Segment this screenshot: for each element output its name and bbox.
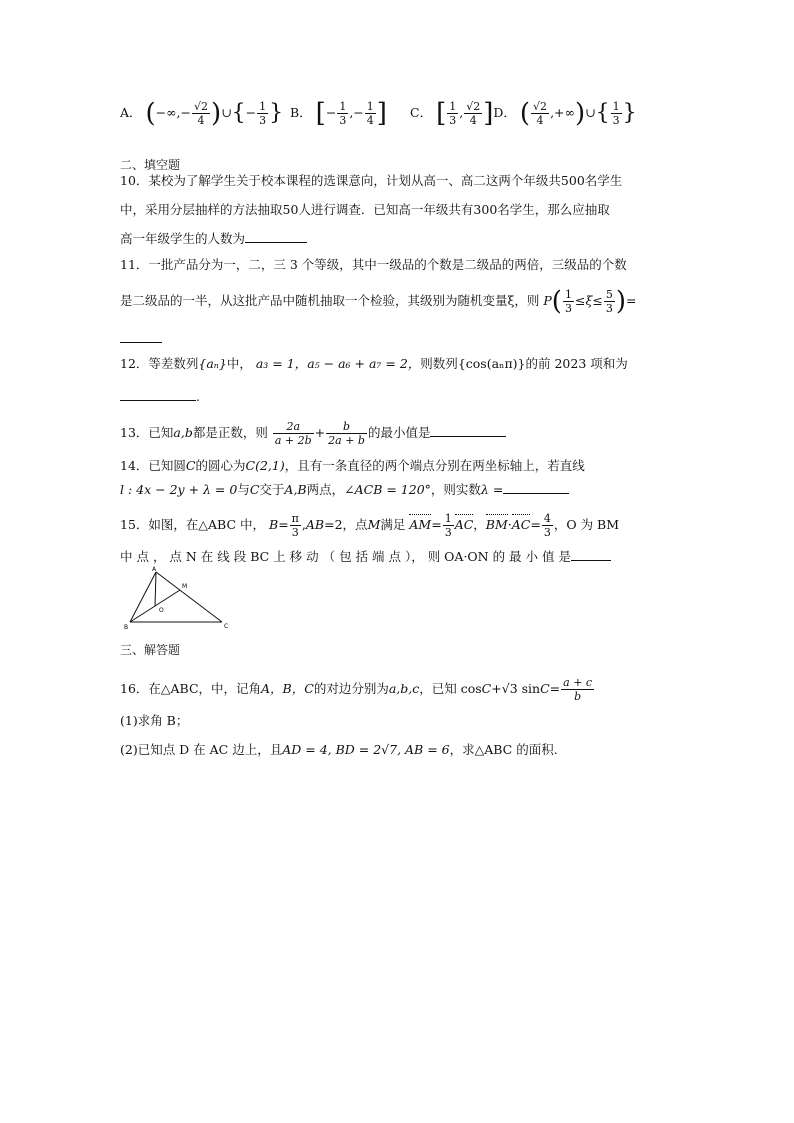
label-m: M <box>182 583 188 590</box>
q11-line1: 11．一批产品分为一，二，三 3 个等级，其中一级品的个数是二级品的两倍，三级品的个数 <box>120 257 627 272</box>
option-b: B． [− $\frac{1}{3}$ ,− $\frac{1}{4}$ ] <box>290 98 387 129</box>
q12-line1: 12．等差数列{aₙ}中， a₃ = 1，a₅ − a₆ + a₇ = 2，则数列{cos(aₙπ)}的前 2023 项和为 <box>120 356 628 371</box>
answer-blank[interactable] <box>120 388 196 401</box>
answer-blank[interactable] <box>571 548 611 561</box>
q12-blank-line: . <box>120 388 200 405</box>
fraction: $\frac{√2}{4}$ <box>194 100 209 127</box>
q13-line: 13．已知a,b都是正数，则 $\frac{2a}{a + 2b}$ + $\frac{b}{2a + b}$ 的最小值是 <box>120 420 506 447</box>
q10-line3: 高一年级学生的人数为 <box>120 230 307 247</box>
q10-line1: 10．某校为了解学生关于校本课程的选课意向，计划从高一、高二这两个年级共500名学生 <box>120 173 623 188</box>
option-d-label: D． <box>493 105 516 120</box>
q14-line1: 14．已知圆C的圆心为C(2,1)，且有一条直径的两个端点分别在两坐标轴上，若直线 <box>120 458 585 473</box>
q16-sub1: (1)求角 B； <box>120 713 189 728</box>
label-c: C <box>224 623 229 630</box>
label-a: A <box>152 566 157 573</box>
q16-sub2: (2)已知点 D 在 AC 边上，且AD = 4, BD = 2√7, AB = 6，求△ABC 的面积. <box>120 742 558 757</box>
option-c: C． [ $\frac{1}{3}$ , $\frac{√2}{4}$ ]D． ( $\frac{√2}{4}$ ,+∞)∪{ $\frac{1}{3}$ } <box>410 98 637 129</box>
answer-blank[interactable] <box>430 424 506 437</box>
triangle-figure <box>118 566 236 632</box>
q15-line2: 中 点 ， 点 N 在 线 段 BC 上 移 动 （ 包 括 端 点 ）， 则 OA·ON 的 最 小 值 是 <box>120 548 611 565</box>
q11-blank-line <box>120 330 162 347</box>
q11-line2: 是二级品的一半，从这批产品中随机抽取一个检验，其级别为随机变量ξ，则 P( $\frac{1}{3}$ ≤ξ≤ $\frac{5}{3}$ )= <box>120 286 637 317</box>
q10-line2: 中，采用分层抽样的方法抽取50人进行调查．已知高一年级共有300名学生，那么应抽取 <box>120 202 610 217</box>
section-title-fill: 二、填空题 <box>120 158 181 172</box>
q14-line2: l : 4x − 2y + λ = 0与C交于A,B两点，∠ACB = 120°，则实数λ = <box>120 481 569 498</box>
answer-blank[interactable] <box>503 481 569 494</box>
q16-line1: 16．在△ABC，中，记角A，B，C的对边分别为a,b,c，已知 cosC+√3 sinC= $\frac{a + c}{b}$ <box>120 676 593 703</box>
answer-blank[interactable] <box>245 230 307 243</box>
q15-line1: 15．如图，在△ABC 中， B= $\frac{\pi}{3}$ ,AB=2，点M满足 AM= $\frac{1}{3}$ AC，BM·AC= $\frac{4}{3}$ ，O 为 BM <box>120 512 620 539</box>
label-o: O <box>159 607 164 614</box>
option-a-label: A． <box>120 105 142 120</box>
option-a: A． (−∞,− $\frac{√2}{4}$ )∪{− $\frac{1}{3}$ } <box>120 98 284 129</box>
option-b-label: B． <box>290 105 312 120</box>
label-b: B <box>124 624 129 631</box>
option-c-label: C． <box>410 105 433 120</box>
section-title-solve: 三、解答题 <box>120 643 181 657</box>
answer-blank[interactable] <box>120 330 162 343</box>
